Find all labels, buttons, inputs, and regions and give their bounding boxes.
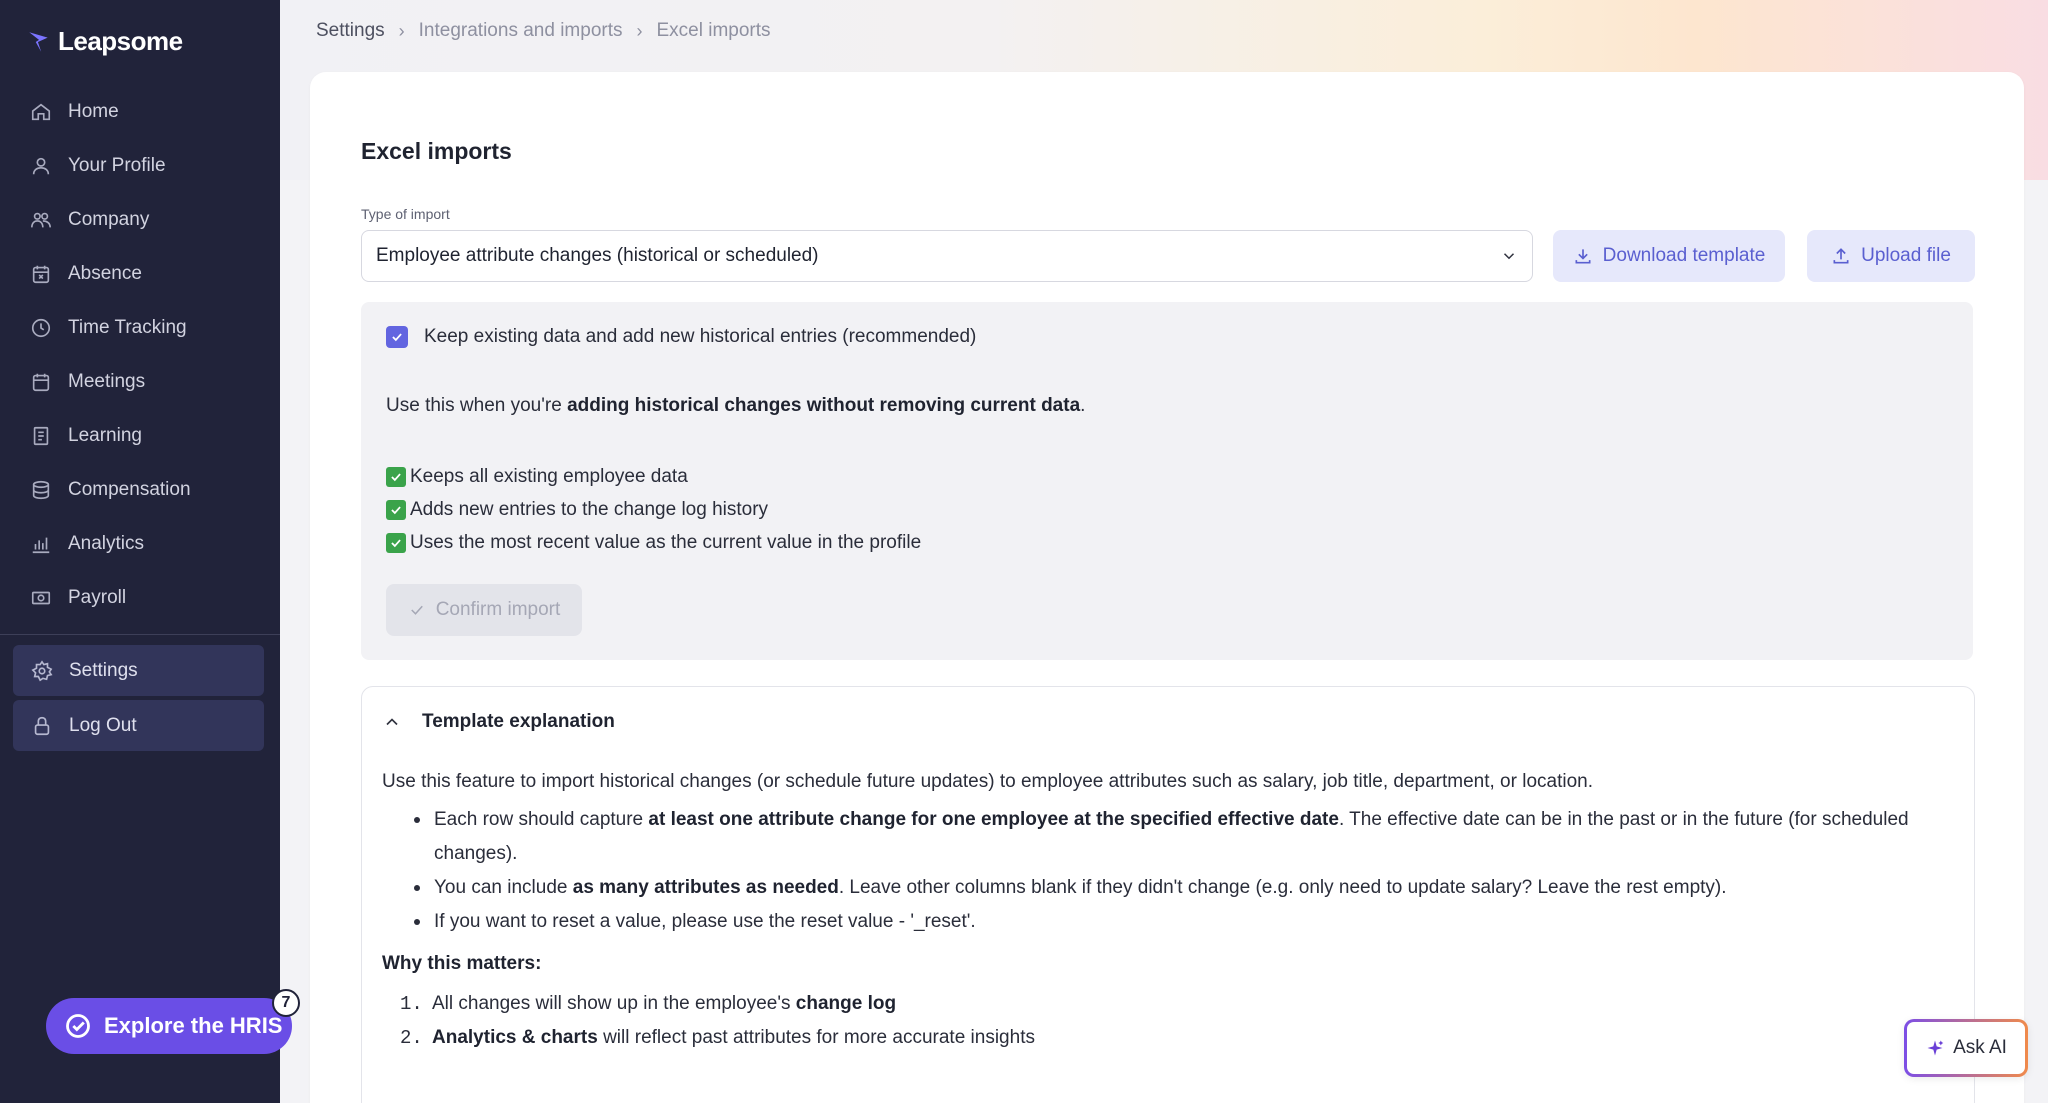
template-explanation-title: Template explanation	[422, 711, 615, 732]
why-title: Why this matters:	[382, 953, 542, 974]
li-bold: as many attributes as needed	[572, 877, 839, 898]
import-type-label: Type of import	[361, 206, 450, 222]
download-icon	[1573, 246, 1593, 266]
sidebar-item-company[interactable]	[0, 193, 280, 247]
explanation-list	[412, 803, 1932, 939]
chevron-down-icon	[1500, 247, 1518, 265]
use-suffix: .	[1080, 395, 1086, 416]
sidebar-item-label: Home	[68, 101, 119, 122]
leapsome-logo-icon	[26, 29, 52, 55]
benefits-list	[386, 460, 921, 559]
chevron-up-icon	[382, 712, 402, 732]
li-text: All changes will show up in the employee's	[432, 993, 796, 1014]
confirm-import-label: Confirm import	[435, 599, 561, 620]
download-template-label: Download template	[1602, 245, 1766, 266]
import-type-value: Employee attribute changes (historical or scheduled)	[376, 245, 819, 266]
breadcrumb	[316, 20, 771, 42]
page-title: Excel imports	[361, 138, 512, 164]
list-number: 1.	[400, 993, 423, 1015]
sidebar-item-label: Your Profile	[68, 155, 166, 176]
list-number: 2.	[400, 1027, 423, 1049]
sparkle-icon	[1925, 1038, 1945, 1058]
sidebar	[0, 0, 283, 1103]
breadcrumb-current: Excel imports	[656, 20, 771, 41]
breadcrumb-integrations[interactable]: Integrations and imports	[418, 20, 623, 41]
sidebar-item-label: Payroll	[68, 587, 127, 608]
ask-ai-label: Ask AI	[1953, 1037, 2007, 1058]
green-check-icon	[386, 500, 406, 520]
upload-icon	[1831, 246, 1851, 266]
sidebar-item-label: Learning	[68, 425, 142, 446]
keep-data-checkbox[interactable]	[386, 326, 408, 348]
upload-file-label: Upload file	[1861, 245, 1951, 266]
li-text: You can include	[434, 877, 573, 898]
sidebar-divider	[0, 634, 280, 635]
download-template-button[interactable]	[1553, 230, 1785, 282]
keep-data-option[interactable]	[386, 326, 976, 348]
chart-icon	[30, 533, 52, 555]
template-explanation-section	[361, 686, 1975, 1103]
sidebar-item-label: Analytics	[68, 533, 145, 554]
explore-hris-button[interactable]	[46, 998, 292, 1054]
sidebar-item-settings[interactable]	[13, 645, 264, 696]
clock-icon	[30, 317, 52, 339]
li-text: If you want to reset a value, please use the reset value - '_reset'.	[434, 911, 976, 932]
main-card	[310, 72, 2024, 1103]
calendar-x-icon	[30, 263, 52, 285]
list-item	[400, 987, 1035, 1021]
brand-logo[interactable]	[26, 26, 183, 57]
brand-name: Leapsome	[58, 26, 183, 56]
benefit-text: Keeps all existing employee data	[410, 465, 688, 487]
list-item	[386, 460, 921, 493]
bottom-nav	[13, 645, 264, 755]
ask-ai-button[interactable]	[1904, 1019, 2028, 1077]
check-circle-icon	[64, 1012, 92, 1040]
explore-label: Explore the HRIS	[104, 1013, 283, 1038]
sidebar-item-label: Compensation	[68, 479, 191, 500]
list-item	[400, 1021, 1035, 1055]
use-description	[386, 395, 1085, 417]
explore-badge: 7	[272, 989, 300, 1017]
chevron-right-icon: ›	[636, 20, 643, 41]
sidebar-item-your-profile[interactable]	[0, 139, 280, 193]
book-icon	[30, 425, 52, 447]
lock-icon	[31, 715, 53, 737]
li-text: . Leave other columns blank if they didn't change (e.g. only need to update salary? Leave the rest empty).	[838, 877, 1727, 898]
li-bold: change log	[795, 993, 897, 1014]
use-prefix: Use this when you're	[386, 395, 568, 416]
benefit-text: Adds new entries to the change log history	[410, 498, 769, 520]
list-item	[412, 803, 1932, 871]
import-options-panel	[361, 302, 1973, 660]
list-item	[386, 493, 921, 526]
sidebar-item-meetings[interactable]	[0, 355, 280, 409]
list-item	[386, 526, 921, 559]
sidebar-item-payroll[interactable]	[0, 571, 280, 625]
li-text: . The effective date can be in the past or in the future (for scheduled changes).	[434, 809, 1909, 864]
green-check-icon	[386, 467, 406, 487]
template-explanation-toggle[interactable]	[382, 711, 615, 733]
li-bold: at least one attribute change for one employee at the specified effective date	[648, 809, 1339, 830]
li-bold: Analytics & charts	[432, 1027, 598, 1048]
breadcrumb-settings[interactable]: Settings	[316, 20, 385, 41]
sidebar-item-label: Meetings	[68, 371, 146, 392]
upload-file-button[interactable]	[1807, 230, 1975, 282]
keep-data-label: Keep existing data and add new historical entries (recommended)	[424, 326, 977, 347]
sidebar-item-log-out[interactable]	[13, 700, 264, 751]
sidebar-item-label: Time Tracking	[68, 317, 187, 338]
people-icon	[30, 209, 52, 231]
import-type-select[interactable]	[361, 230, 1533, 282]
home-icon	[30, 101, 52, 123]
benefit-text: Uses the most recent value as the current value in the profile	[410, 531, 922, 553]
check-icon	[408, 601, 426, 619]
sidebar-item-home[interactable]	[0, 85, 280, 139]
gear-icon	[31, 660, 53, 682]
banknote-icon	[30, 587, 52, 609]
list-item	[412, 871, 1932, 905]
explanation-intro: Use this feature to import historical changes (or schedule future updates) to employee attributes such as salary, job title, department, or location.	[382, 771, 1593, 792]
confirm-import-button[interactable]	[386, 584, 582, 636]
sidebar-item-label: Company	[68, 209, 150, 230]
sidebar-item-compensation[interactable]	[0, 463, 280, 517]
sidebar-item-absence[interactable]	[0, 247, 280, 301]
use-bold: adding historical changes without removing current data	[567, 395, 1081, 416]
coins-icon	[30, 479, 52, 501]
sidebar-item-label: Log Out	[69, 714, 137, 736]
li-text: Each row should capture	[434, 809, 649, 830]
calendar-icon	[30, 371, 52, 393]
check-icon	[390, 330, 404, 344]
sidebar-item-learning[interactable]	[0, 409, 280, 463]
chevron-right-icon: ›	[398, 20, 405, 41]
main-nav	[0, 85, 280, 625]
sidebar-item-label: Absence	[68, 263, 142, 284]
why-list	[400, 987, 1035, 1055]
list-item	[412, 905, 1932, 939]
user-icon	[30, 155, 52, 177]
sidebar-item-label: Settings	[69, 659, 138, 681]
li-text: will reflect past attributes for more accurate insights	[597, 1027, 1035, 1048]
sidebar-item-analytics[interactable]	[0, 517, 280, 571]
sidebar-item-time-tracking[interactable]	[0, 301, 280, 355]
green-check-icon	[386, 533, 406, 553]
